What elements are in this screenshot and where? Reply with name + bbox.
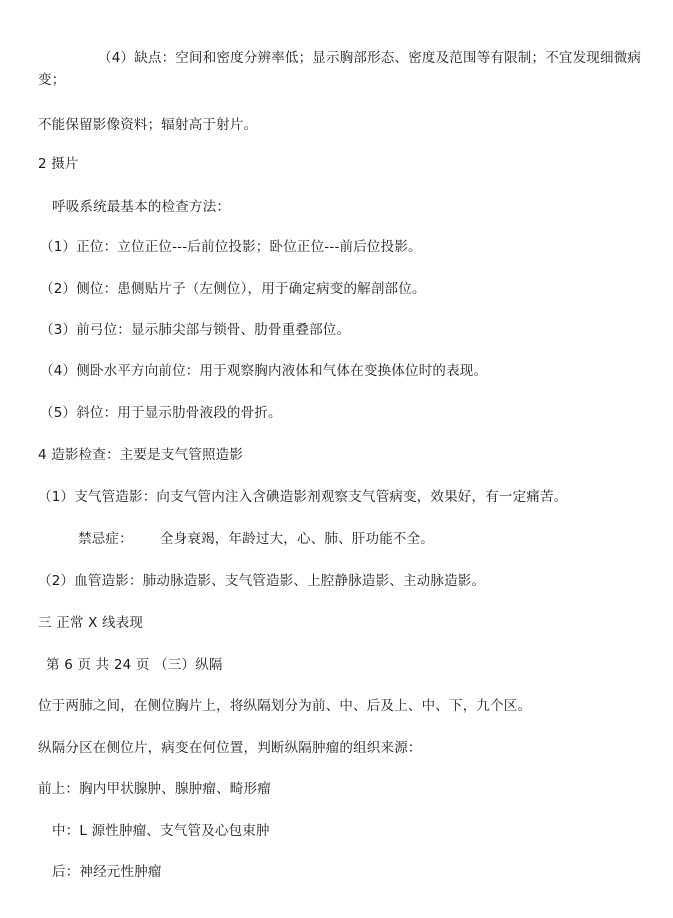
list-item: （3）前弓位：显示肺尖部与锁骨、肋骨重叠部位。 [40, 322, 351, 338]
list-item: （5）斜位：用于显示肋骨液段的骨折。 [40, 405, 282, 421]
paragraph-line: 位于两肺之间，在侧位胸片上，将纵隔划分为前、中、后及上、中、下，九个区。 [38, 698, 532, 714]
contraindication-label: 禁忌症： [78, 531, 133, 547]
list-item: （1）支气管造影：向支气管内注入含碘造影剂观察支气管病变，效果好，有一定痛苦。 [38, 489, 568, 505]
list-item: 中：L 源性肿瘤、支气管及心包束肿 [52, 823, 270, 839]
paragraph-line: 呼吸系统最基本的检查方法： [52, 199, 231, 215]
list-item: （1）正位：立位正位---后前位投影；卧位正位---前后位投影。 [40, 239, 422, 255]
page-counter-heading: 第 6 页 共 24 页 （三）纵隔 [46, 657, 223, 673]
list-item: 后：神经元性肿瘤 [52, 864, 162, 880]
list-item: （2）血管造影：肺动脉造影、支气管造影、上腔静脉造影、主动脉造影。 [38, 573, 486, 589]
list-item: 前上：胸内甲状腺肿、腺肿瘤、畸形瘤 [38, 781, 271, 797]
section-heading-contrast: 4 造影检查：主要是支气管照造影 [38, 447, 244, 463]
section-heading-radiography: 2 摄片 [38, 156, 79, 172]
list-item: （4）侧卧水平方向前位：用于观察胸内液体和气体在变换体位时的表现。 [40, 363, 488, 379]
list-item: （2）侧位：患侧贴片子（左侧位），用于确定病变的解剖部位。 [40, 281, 426, 297]
paragraph-line: 纵隔分区在侧位片，病变在何位置，判断纵隔肿瘤的组织来源： [38, 740, 422, 756]
section-heading-normal-xray: 三 正常 X 线表现 [38, 615, 144, 631]
paragraph-line: 不能保留影像资料；辐射高于射片。 [38, 117, 258, 133]
paragraph-disadvantages: （4）缺点：空间和密度分辨率低；显示胸部形态、密度及范围等有限制；不宜发现细微病变； [38, 50, 642, 88]
contraindication-text: 全身衰竭，年龄过大，心、肺、肝功能不全。 [160, 531, 434, 547]
